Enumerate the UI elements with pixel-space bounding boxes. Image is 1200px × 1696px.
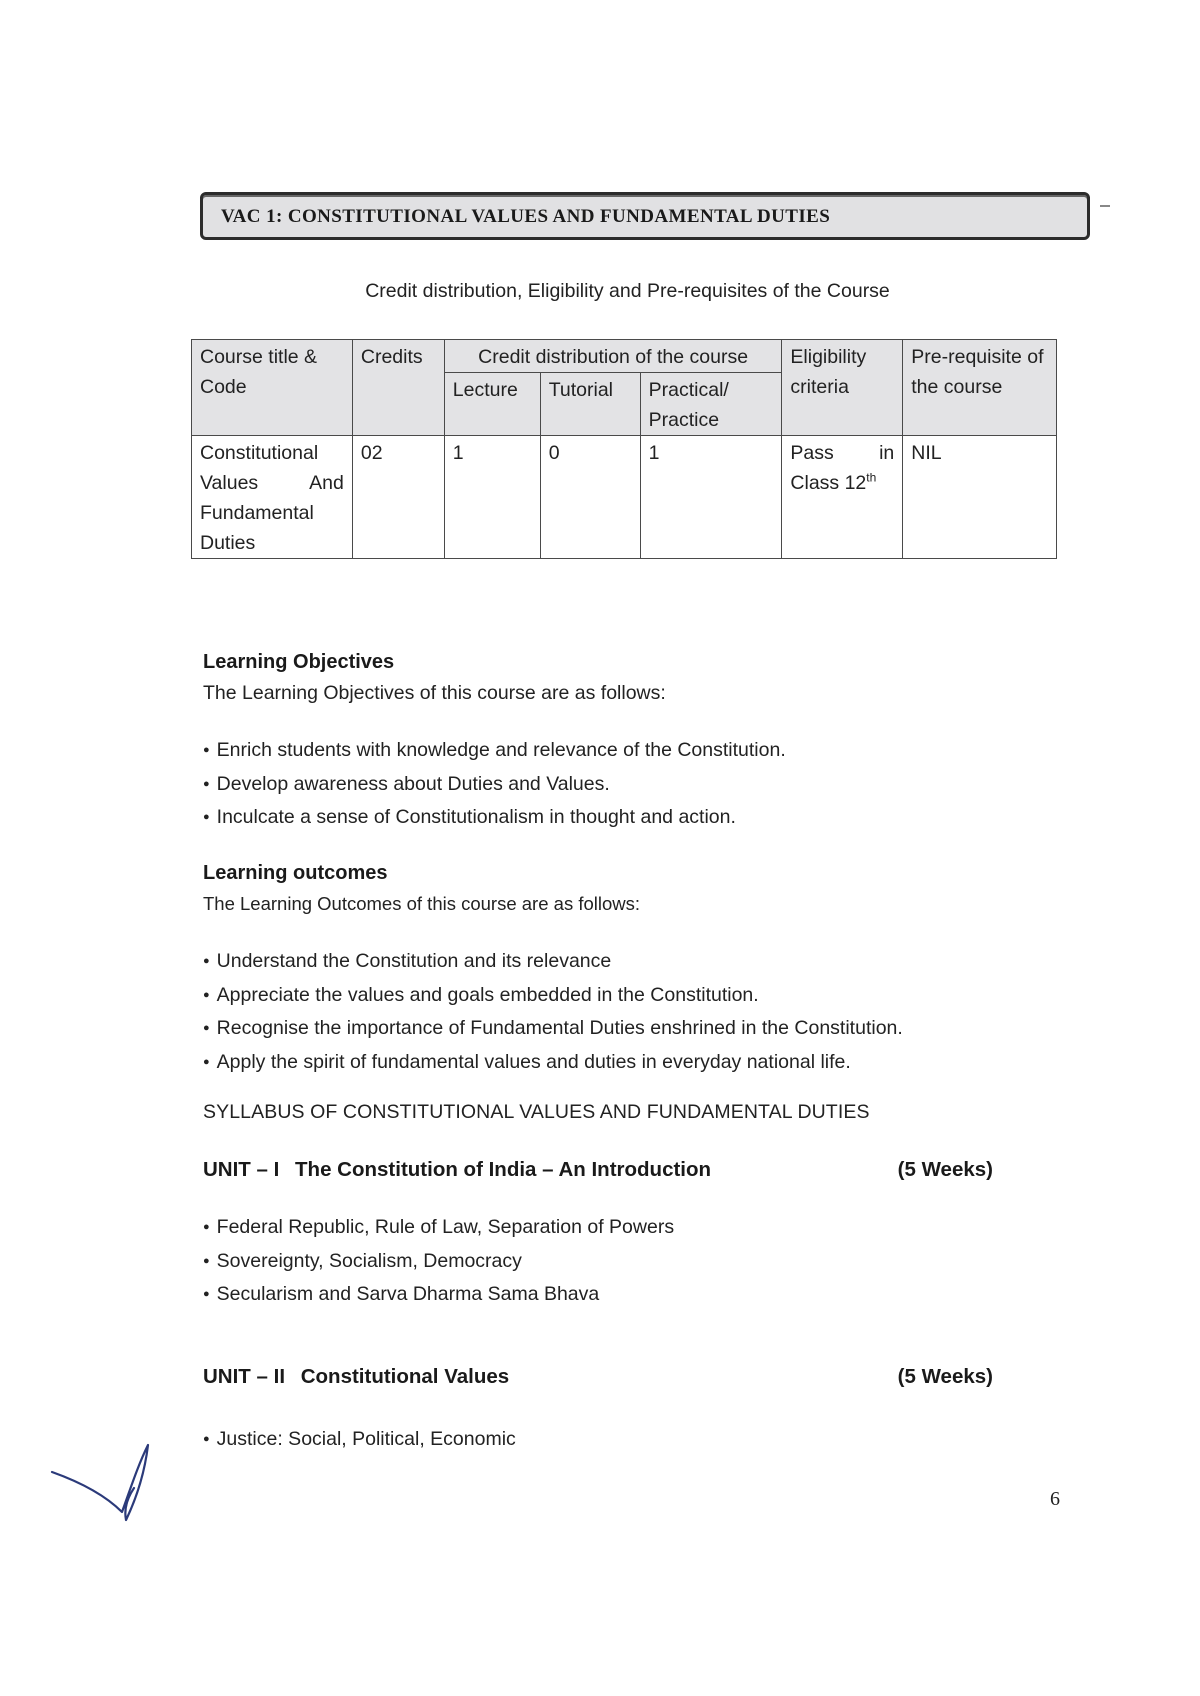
unit-name: The Constitution of India – An Introduction [295, 1158, 712, 1181]
page-number: 6 [1050, 1488, 1060, 1510]
unit-label: UNIT – I [203, 1158, 280, 1181]
credit-distribution-table [191, 339, 1057, 559]
list-item: ● Apply the spirit of fundamental values and duties in everyday national life. [203, 1047, 903, 1081]
signature-mark [50, 1440, 160, 1530]
list-item: ● Enrich students with knowledge and relevance of the Constitution. [203, 735, 786, 769]
table-row [192, 436, 1057, 559]
header-course-title: Course title & Code [192, 340, 353, 436]
unit-1-topics [203, 1212, 674, 1313]
list-item: ● Justice: Social, Political, Economic [203, 1424, 516, 1458]
outcomes-list [203, 946, 903, 1080]
cell-credits: 02 [352, 436, 444, 559]
unit-2-topics [203, 1424, 516, 1458]
cell-course-title: Constitutional Values And Fundamental Duties [192, 436, 353, 559]
cell-eligibility: Pass in Class 12th [782, 436, 903, 559]
cell-lecture: 1 [444, 436, 540, 559]
header-prerequisite: Pre-requisite of the course [903, 340, 1057, 436]
list-item: ● Secularism and Sarva Dharma Sama Bhava [203, 1279, 674, 1313]
syllabus-heading: SYLLABUS OF CONSTITUTIONAL VALUES AND FUNDAMENTAL DUTIES [203, 1101, 870, 1123]
list-item: ● Recognise the importance of Fundamental Duties enshrined in the Constitution. [203, 1013, 903, 1047]
course-title-box [200, 192, 1090, 240]
outcomes-intro: The Learning Outcomes of this course are as follows: [203, 893, 641, 914]
list-item: ● Sovereignty, Socialism, Democracy [203, 1246, 674, 1280]
objectives-list [203, 735, 786, 836]
unit-weeks: (5 Weeks) [897, 1365, 993, 1388]
header-credits: Credits [352, 340, 444, 436]
cell-prerequisite: NIL [903, 436, 1057, 559]
unit-name: Constitutional Values [300, 1365, 510, 1388]
header-practical: Practical/ Practice [640, 373, 782, 436]
header-lecture: Lecture [444, 373, 540, 436]
list-item: ● Federal Republic, Rule of Law, Separation of Powers [203, 1212, 674, 1246]
table-caption: Credit distribution, Eligibility and Pre-requisites of the Course [365, 280, 890, 302]
unit-2-heading [203, 1365, 993, 1389]
unit-weeks: (5 Weeks) [897, 1158, 993, 1181]
list-item: ● Understand the Constitution and its relevance [203, 946, 903, 980]
cell-practical: 1 [640, 436, 782, 559]
list-item: ● Appreciate the values and goals embedded in the Constitution. [203, 980, 903, 1014]
objectives-intro: The Learning Objectives of this course are as follows: [203, 682, 666, 704]
header-tutorial: Tutorial [540, 373, 640, 436]
title-box-mark [1100, 205, 1110, 207]
header-credit-distribution: Credit distribution of the course [444, 340, 782, 373]
outcomes-heading: Learning outcomes [203, 862, 388, 884]
unit-1-heading [203, 1158, 993, 1182]
list-item: ● Inculcate a sense of Constitutionalism in thought and action. [203, 802, 786, 836]
list-item: ● Develop awareness about Duties and Values. [203, 769, 786, 803]
unit-label: UNIT – II [203, 1365, 286, 1388]
objectives-heading: Learning Objectives [203, 651, 395, 673]
cell-tutorial: 0 [540, 436, 640, 559]
table-header-row [192, 340, 1057, 373]
header-eligibility: Eligibility criteria [782, 340, 903, 436]
course-title: VAC 1: CONSTITUTIONAL VALUES AND FUNDAMENTAL DUTIES [221, 206, 831, 227]
